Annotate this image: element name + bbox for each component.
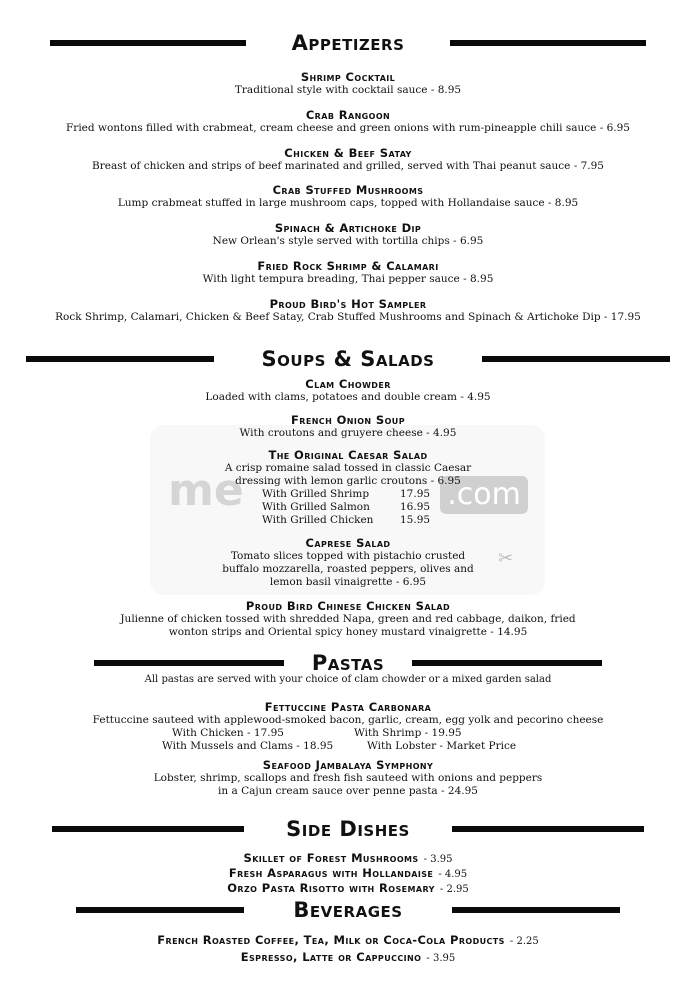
item-name: Fried Rock Shrimp & Calamari xyxy=(257,259,439,273)
section-title: Pastas xyxy=(302,651,394,675)
item-name: Orzo Pasta Risotto with Rosemary xyxy=(227,881,435,895)
option-label: With Shrimp - 19.95 xyxy=(354,727,462,739)
section-title: Appetizers xyxy=(282,31,415,55)
section-beverages xyxy=(0,895,696,925)
item-desc: Fried wontons filled with crabmeat, cream cheese and green onions with rum-pineapple chili sauce - 6.95 xyxy=(66,122,630,134)
scissors-icon: ✂ xyxy=(498,548,514,569)
menu-item xyxy=(0,448,696,488)
option-label: With Chicken - 17.95 xyxy=(172,727,284,739)
menu-item xyxy=(0,259,696,286)
item-name: Proud Bird's Hot Sampler xyxy=(269,297,427,311)
beverage-item xyxy=(0,946,696,965)
option-price: 15.95 xyxy=(400,514,431,526)
item-desc: buffalo mozzarella, roasted peppers, olives and xyxy=(222,563,474,575)
watermark-dotcom: .com xyxy=(440,476,528,514)
option-price: 16.95 xyxy=(400,501,431,513)
item-name: Seafood Jambalaya Symphony xyxy=(262,758,434,772)
item-price: - 3.95 xyxy=(423,854,453,865)
side-item xyxy=(0,877,696,896)
section-soups-salads xyxy=(0,344,696,374)
menu-item xyxy=(0,413,696,440)
item-desc: Rock Shrimp, Calamari, Chicken & Beef Satay, Crab Stuffed Mushrooms and Spinach & Artichoke Dip - 17.95 xyxy=(55,311,641,323)
item-name: French Onion Soup xyxy=(291,413,405,427)
option-label: With Lobster - Market Price xyxy=(367,740,517,752)
item-name: French Roasted Coffee, Tea, Milk or Coca-Cola Products xyxy=(157,933,505,947)
item-price: - 3.95 xyxy=(426,953,456,964)
menu-item xyxy=(0,70,696,97)
menu-item xyxy=(0,377,696,404)
menu-item xyxy=(0,108,696,135)
item-name: Proud Bird Chinese Chicken Salad xyxy=(245,599,451,613)
item-name: The Original Caesar Salad xyxy=(268,448,428,462)
item-name: Fettuccine Pasta Carbonara xyxy=(264,700,432,714)
item-name: Chicken & Beef Satay xyxy=(284,146,412,160)
item-desc: Tomato slices topped with pistachio crusted xyxy=(230,550,466,562)
section-appetizers xyxy=(0,28,696,58)
item-desc: A crisp romaine salad tossed in classic Caesar xyxy=(224,462,472,474)
item-desc: wonton strips and Oriental spicy honey mustard vinaigrette - 14.95 xyxy=(168,626,528,638)
item-desc: Lump crabmeat stuffed in large mushroom caps, topped with Hollandaise sauce - 8.95 xyxy=(117,197,579,209)
item-name: Fresh Asparagus with Hollandaise xyxy=(228,866,434,880)
item-desc: dressing with lemon garlic croutons - 6.95 xyxy=(235,475,461,487)
item-desc: Loaded with clams, potatoes and double cream - 4.95 xyxy=(205,391,491,403)
item-price: - 4.95 xyxy=(438,869,468,880)
item-name: Clam Chowder xyxy=(305,377,391,391)
carbonara-options xyxy=(162,727,516,753)
section-title: Beverages xyxy=(283,898,412,922)
watermark-text: me xyxy=(168,465,244,516)
menu-item xyxy=(0,700,696,727)
item-name: Crab Stuffed Mushrooms xyxy=(272,183,424,197)
menu-item xyxy=(0,536,696,589)
item-name: Shrimp Cocktail xyxy=(300,70,396,84)
item-desc: Julienne of chicken tossed with shredded Napa, green and red cabbage, daikon, fried xyxy=(120,613,576,625)
menu-item xyxy=(0,599,696,639)
item-desc: Breast of chicken and strips of beef marinated and grilled, served with Thai peanut sauce - 7.95 xyxy=(92,160,604,172)
option-label: With Grilled Shrimp xyxy=(262,488,370,500)
option-label: With Grilled Salmon xyxy=(262,501,370,513)
item-desc: New Orlean's style served with tortilla chips - 6.95 xyxy=(212,235,484,247)
section-side-dishes xyxy=(0,814,696,844)
caesar-options xyxy=(262,488,430,527)
pasta-note: All pastas are served with your choice of clam chowder or a mixed garden salad xyxy=(144,674,552,685)
item-desc: in a Cajun cream sauce over penne pasta - 24.95 xyxy=(218,785,478,797)
item-desc: lemon basil vinaigrette - 6.95 xyxy=(269,576,427,588)
section-title: Side Dishes xyxy=(276,817,420,841)
item-desc: Lobster, shrimp, scallops and fresh fish sauteed with onions and peppers xyxy=(153,772,543,784)
menu-item xyxy=(0,146,696,173)
item-name: Skillet of Forest Mushrooms xyxy=(243,851,419,865)
item-desc: Traditional style with cocktail sauce - 8.95 xyxy=(234,84,462,96)
menu-item xyxy=(0,297,696,324)
item-name: Spinach & Artichoke Dip xyxy=(274,221,422,235)
menu-item xyxy=(0,183,696,210)
item-name: Espresso, Latte or Cappuccino xyxy=(240,950,422,964)
menu-item xyxy=(0,758,696,798)
section-title: Soups & Salads xyxy=(252,347,445,371)
item-name: Caprese Salad xyxy=(305,536,391,550)
item-desc: With light tempura breading, Thai pepper sauce - 8.95 xyxy=(202,273,494,285)
item-price: - 2.25 xyxy=(509,936,539,947)
item-name: Crab Rangoon xyxy=(305,108,391,122)
option-label: With Grilled Chicken xyxy=(262,514,374,526)
item-desc: Fettuccine sauteed with applewood-smoked bacon, garlic, cream, egg yolk and pecorino cheese xyxy=(92,714,604,726)
option-label: With Mussels and Clams - 18.95 xyxy=(162,740,334,752)
item-desc: With croutons and gruyere cheese - 4.95 xyxy=(239,427,457,439)
menu-item xyxy=(0,221,696,248)
item-price: - 2.95 xyxy=(439,884,469,895)
option-price: 17.95 xyxy=(400,488,431,500)
